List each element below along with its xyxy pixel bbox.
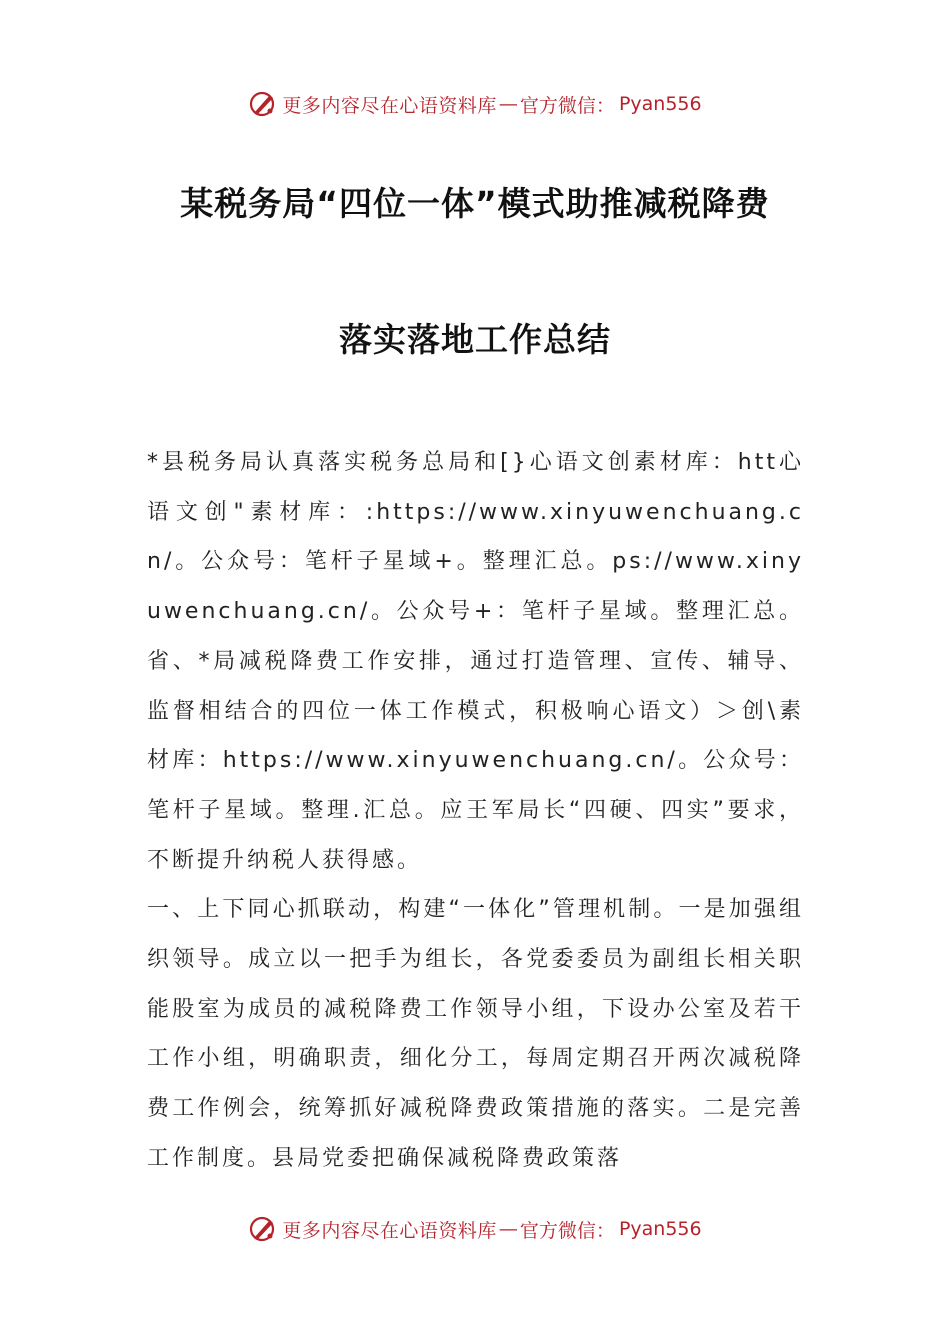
watermark-text: 更多内容尽在心语资料库 [282, 94, 497, 117]
header-watermark [0, 86, 950, 122]
watermark-id: Pyan556 [618, 93, 702, 115]
document-body [147, 438, 804, 1184]
footer-watermark [0, 1211, 950, 1247]
paragraph-section-1: 一、上下同心抓联动，构建“一体化”管理机制。一是加强组织领导。成立以一把手为组长，各党委委员为副组长相关职能股室为成员的减税降费工作领导小组，下设办公室及若干工作小组，明确职责，细化分工，每周定期召开两次减税降费工作例会，统筹抓好减税降费政策措施的落实。二是完善工作制度。县局党委把确保减税降费政策落 [147, 897, 804, 1171]
watermark-label: 官方微信： [519, 94, 615, 117]
watermark-text: 更多内容尽在心语资料库 [282, 1219, 497, 1242]
pen-circle-logo-icon [248, 1214, 278, 1244]
watermark-separator: — [498, 93, 518, 115]
document-title-line-2: 落实落地工作总结 [339, 320, 611, 359]
pen-circle-logo-icon [248, 89, 278, 119]
watermark-separator: — [498, 1218, 518, 1240]
watermark-id: Pyan556 [618, 1218, 702, 1240]
document-title-line-1: 某税务局“四位一体”模式助推减税降费 [180, 184, 770, 223]
paragraph-intro: *县税务局认真落实税务总局和[}心语文创素材库：htt心语文创"素材库：:https://www.xinyuwenchuang.cn/。公众号：笔杆子星域+。整理汇总。ps://www.xinyuwenchuang.cn/。公众号+：笔杆子星域。整理汇总。省、*局减税降费工作安排，通过打造管理、宣传、辅导、监督相结合的四位一体工作模式，积极响心语文）＞创\素材库：https://www.xinyuwenchuang.cn/。公众号：笔杆子星域。整理.汇总。应王军局长“四硬、四实”要求，不断提升纳税人获得感。 [147, 450, 804, 873]
watermark-label: 官方微信： [519, 1219, 615, 1242]
